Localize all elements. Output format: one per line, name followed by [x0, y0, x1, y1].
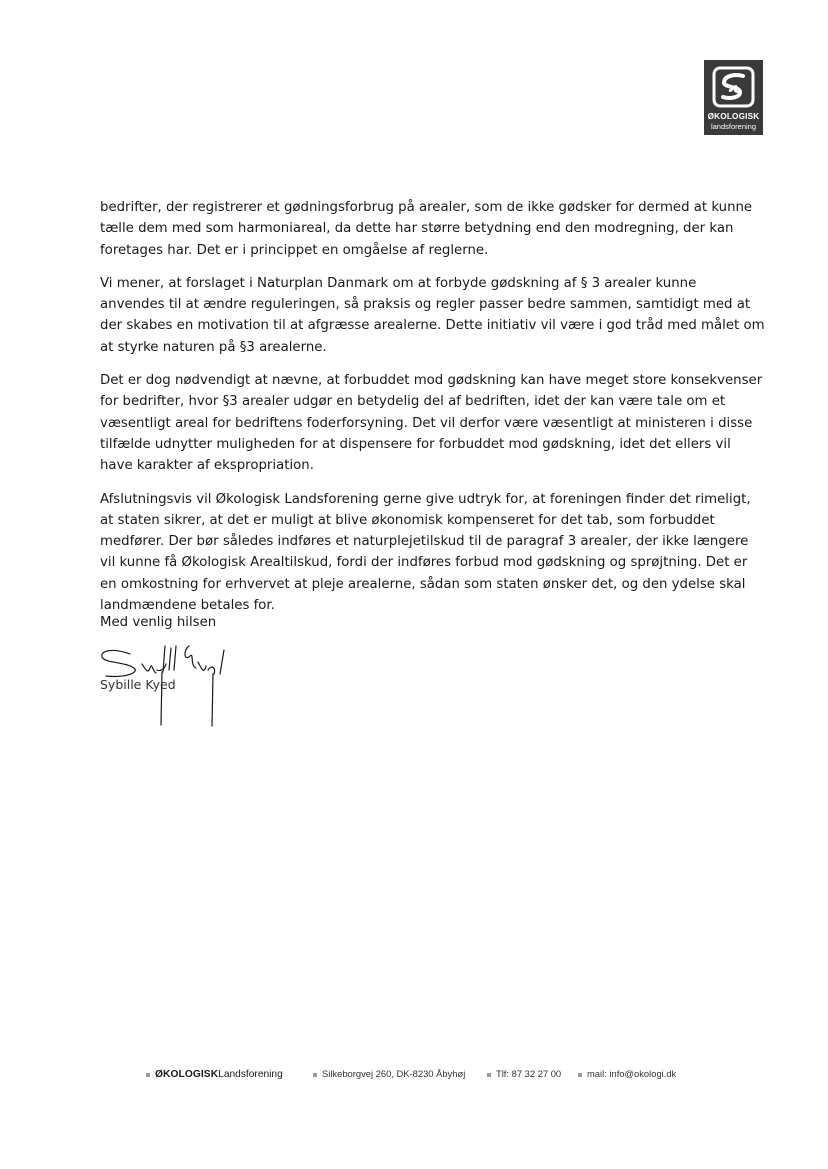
paragraph — [100, 370, 763, 476]
text-line: der skabes en motivation til at afgræsse arealerne. Dette initiativ vil være i god tråd med målet om — [100, 318, 765, 334]
text-line: medfører. Der bør således indføres et naturplejetilskud til de paragraf 3 arealer, der ikke længere — [100, 534, 749, 550]
text-line: landmændene betales for. — [100, 598, 275, 614]
footer-brand-bold: ØKOLOGISK — [155, 1069, 219, 1080]
text-line: tilfælde udnytter muligheden for at dispensere for forbuddet mod gødskning, idet det ellers vil — [100, 436, 731, 452]
bullet-icon — [578, 1073, 582, 1077]
footer-phone — [487, 1066, 561, 1082]
paragraph — [100, 197, 753, 261]
text-line: anvendes til at ændre reguleringen, så praksis og regler passer bedre sammen, samtidigt med at — [100, 297, 751, 313]
footer-brand — [146, 1066, 283, 1083]
text-line: Afslutningsvis vil Økologisk Landsforening gerne give udtryk for, at foreningen finder det rimeligt, — [100, 491, 751, 507]
text-line: Vi mener, at forslaget i Naturplan Danmark om at forbyde gødskning af § 3 arealer kunne — [100, 275, 697, 291]
letter-body — [100, 197, 765, 628]
text-line: at staten sikrer, at det er muligt at blive økonomisk kompenseret for det tab, som forbuddet — [100, 512, 715, 528]
paragraph — [100, 273, 765, 358]
text-line: væsentligt areal for bedriftens foderforsyning. Det vil derfor være væsentligt at ministeren i disse — [100, 415, 753, 431]
text-line: at styrke naturen på §3 arealerne. — [100, 339, 327, 355]
footer-email — [578, 1066, 676, 1082]
logo-name: ØKOLOGISK — [707, 112, 760, 121]
footer-email-text: mail: info@okologi.dk — [587, 1068, 677, 1079]
closing-salutation: Med venlig hilsen — [100, 615, 217, 630]
text-line: bedrifter, der registrerer et gødningsforbrug på arealer, som de ikke gødsker for dermed at kunne — [100, 200, 753, 215]
handwritten-signature — [96, 640, 246, 735]
text-line: en omkostning for erhvervet at pleje arealerne, sådan som staten ønsker det, og den ydelse skal — [100, 576, 746, 592]
signatory-name: Sybille Kyed — [100, 677, 176, 692]
footer-address-text: Silkeborgvej 260, DK-8230 Åbyhøj — [322, 1068, 466, 1079]
text-line: foretages har. Det er i princippet en omgåelse af reglerne. — [100, 242, 489, 258]
organization-logo — [704, 60, 763, 135]
paragraph — [100, 489, 751, 617]
leaf-s-emblem-icon — [710, 65, 757, 109]
logo-subtitle: landsforening — [710, 122, 757, 131]
text-line: for bedrifter, hvor §3 arealer udgør en betydelig del af bedriften, idet der kan være tale om et — [100, 394, 726, 410]
footer-phone-text: Tlf: 87 32 27 00 — [496, 1068, 562, 1079]
text-line: have karakter af ekspropriation. — [100, 458, 314, 474]
footer-brand-light: Landsforening — [218, 1069, 283, 1080]
text-line: Det er dog nødvendigt at nævne, at forbuddet mod gødskning kan have meget store konsekvenser — [100, 373, 763, 389]
footer-address — [313, 1066, 465, 1082]
text-line: tælle dem med som harmoniareal, da dette har større betydning end den modregning, der kan — [100, 221, 734, 237]
bullet-icon — [487, 1073, 491, 1077]
page-footer — [0, 1066, 828, 1082]
bullet-icon — [146, 1073, 150, 1077]
bullet-icon — [313, 1073, 317, 1077]
text-line: vil kunne få Økologisk Arealtilskud, fordi der indføres forbud mod gødskning og sprøjtning. Det er — [100, 555, 748, 571]
